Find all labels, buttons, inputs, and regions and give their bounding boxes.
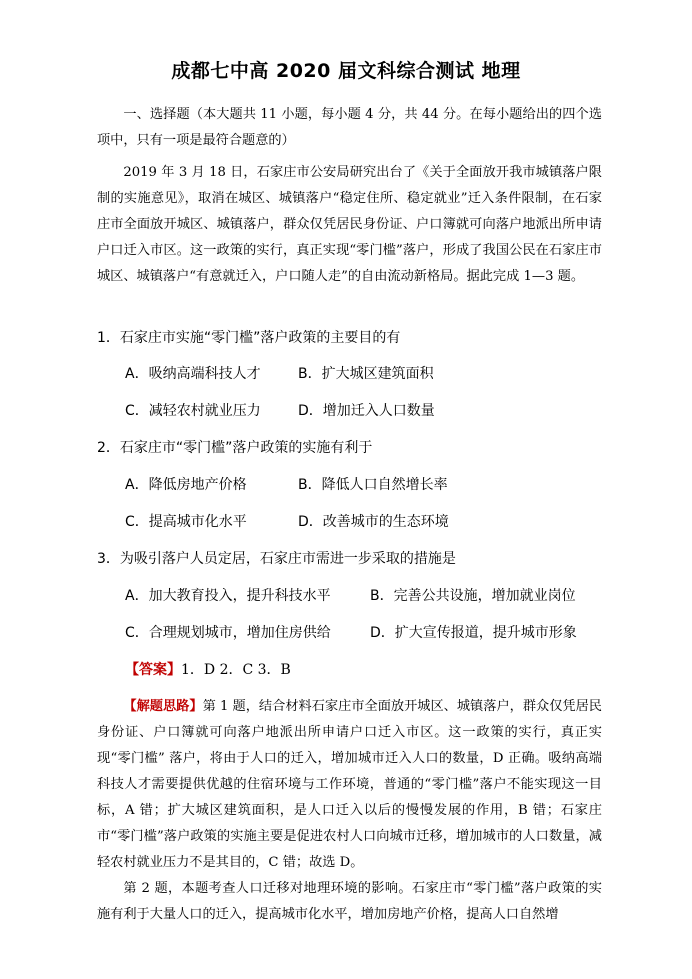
analysis-paragraph-2: 第 2 题，本题考查人口迁移对地理环境的影响。石家庄市“零门槛”落户政策的实施有利于大量人口的迁入，提高城市化水平，增加房地产价格，提高人口自然增 — [97, 881, 602, 922]
page-title: 成都七中高 2020 届文科综合测试 地理 — [171, 60, 521, 82]
analysis-label: 【解题思路】 — [123, 699, 203, 714]
analysis-paragraph — [97, 694, 602, 876]
question-2-stem: 2．石家庄市“零门槛”落户政策的实施有利于 — [97, 440, 373, 456]
question-1-option-c: C．减轻农村就业压力 — [125, 403, 261, 419]
analysis-text: 第 1 题，结合材料石家庄市全面放开城区、城镇落户，群众仅凭居民身份证、户口簿就可向落户地派出所申请户口迁入市区。这一政策的实行，真正实现“零门槛” 落户，将由于人口的迁入，增加城市迁入人口的数量，D 正确。吸纳高端科技人才需要提供优越的住宿环境与工作环境，普通的“零门槛”落户不能实现这一目标，A 错；扩大城区建筑面积，是人口迁入以后的慢慢发展的作用，B 错；石家庄市“零门槛”落户政策的实施主要是促进农村人口向城市迁移，增加城市的人口数量，减轻农村就业压力不是其目的，C 错；故选 D。 — [97, 699, 602, 870]
question-2-option-c: C．提高城市化水平 — [125, 514, 247, 530]
question-2-option-d: D．改善城市的生态环境 — [298, 514, 449, 530]
question-2-option-a: A．降低房地产价格 — [125, 477, 247, 493]
material-paragraph: 2019 年 3 月 18 日，石家庄市公安局研究出台了《关于全面放开我市城镇落户限制的实施意见》，取消在城区、城镇落户“稳定住所、稳定就业”迁入条件限制，在石家庄市全面放开城区、城镇落户，群众仅凭居民身份证、户口簿就可向落户地派出所申请户口迁入市区。这一政策的实行，真正实现“零门槛”落户，形成了我国公民在石家庄市城区、城镇落户“有意就迁入，户口随人走”的自由流动新格局。据此完成 1—3 题。 — [97, 165, 602, 284]
question-3-option-b: B．完善公共设施，增加就业岗位 — [370, 588, 576, 604]
question-1-stem: 1．石家庄市实施“零门槛”落户政策的主要目的有 — [97, 330, 401, 346]
question-3-stem: 3．为吸引落户人员定居，石家庄市需进一步采取的措施是 — [97, 551, 456, 567]
question-2-option-b: B．降低人口自然增长率 — [298, 477, 448, 493]
answer-text: 1．D 2．C 3．B — [181, 662, 291, 678]
section-header: 一、选择题（本大题共 11 小题，每小题 4 分，共 44 分。在每小题给出的四个选项中，只有一项是最符合题意的） — [97, 107, 602, 148]
question-1-option-d: D．增加迁入人口数量 — [298, 403, 435, 419]
question-3-option-a: A．加大教育投入，提升科技水平 — [125, 588, 331, 604]
answer-label: 【答案】 — [125, 662, 181, 678]
question-3-option-c: C．合理规划城市，增加住房供给 — [125, 625, 331, 641]
answer-line — [125, 659, 291, 679]
question-1-option-b: B．扩大城区建筑面积 — [298, 366, 434, 382]
question-1-option-a: A．吸纳高端科技人才 — [125, 366, 261, 382]
question-3-option-d: D．扩大宣传报道，提升城市形象 — [370, 625, 577, 641]
